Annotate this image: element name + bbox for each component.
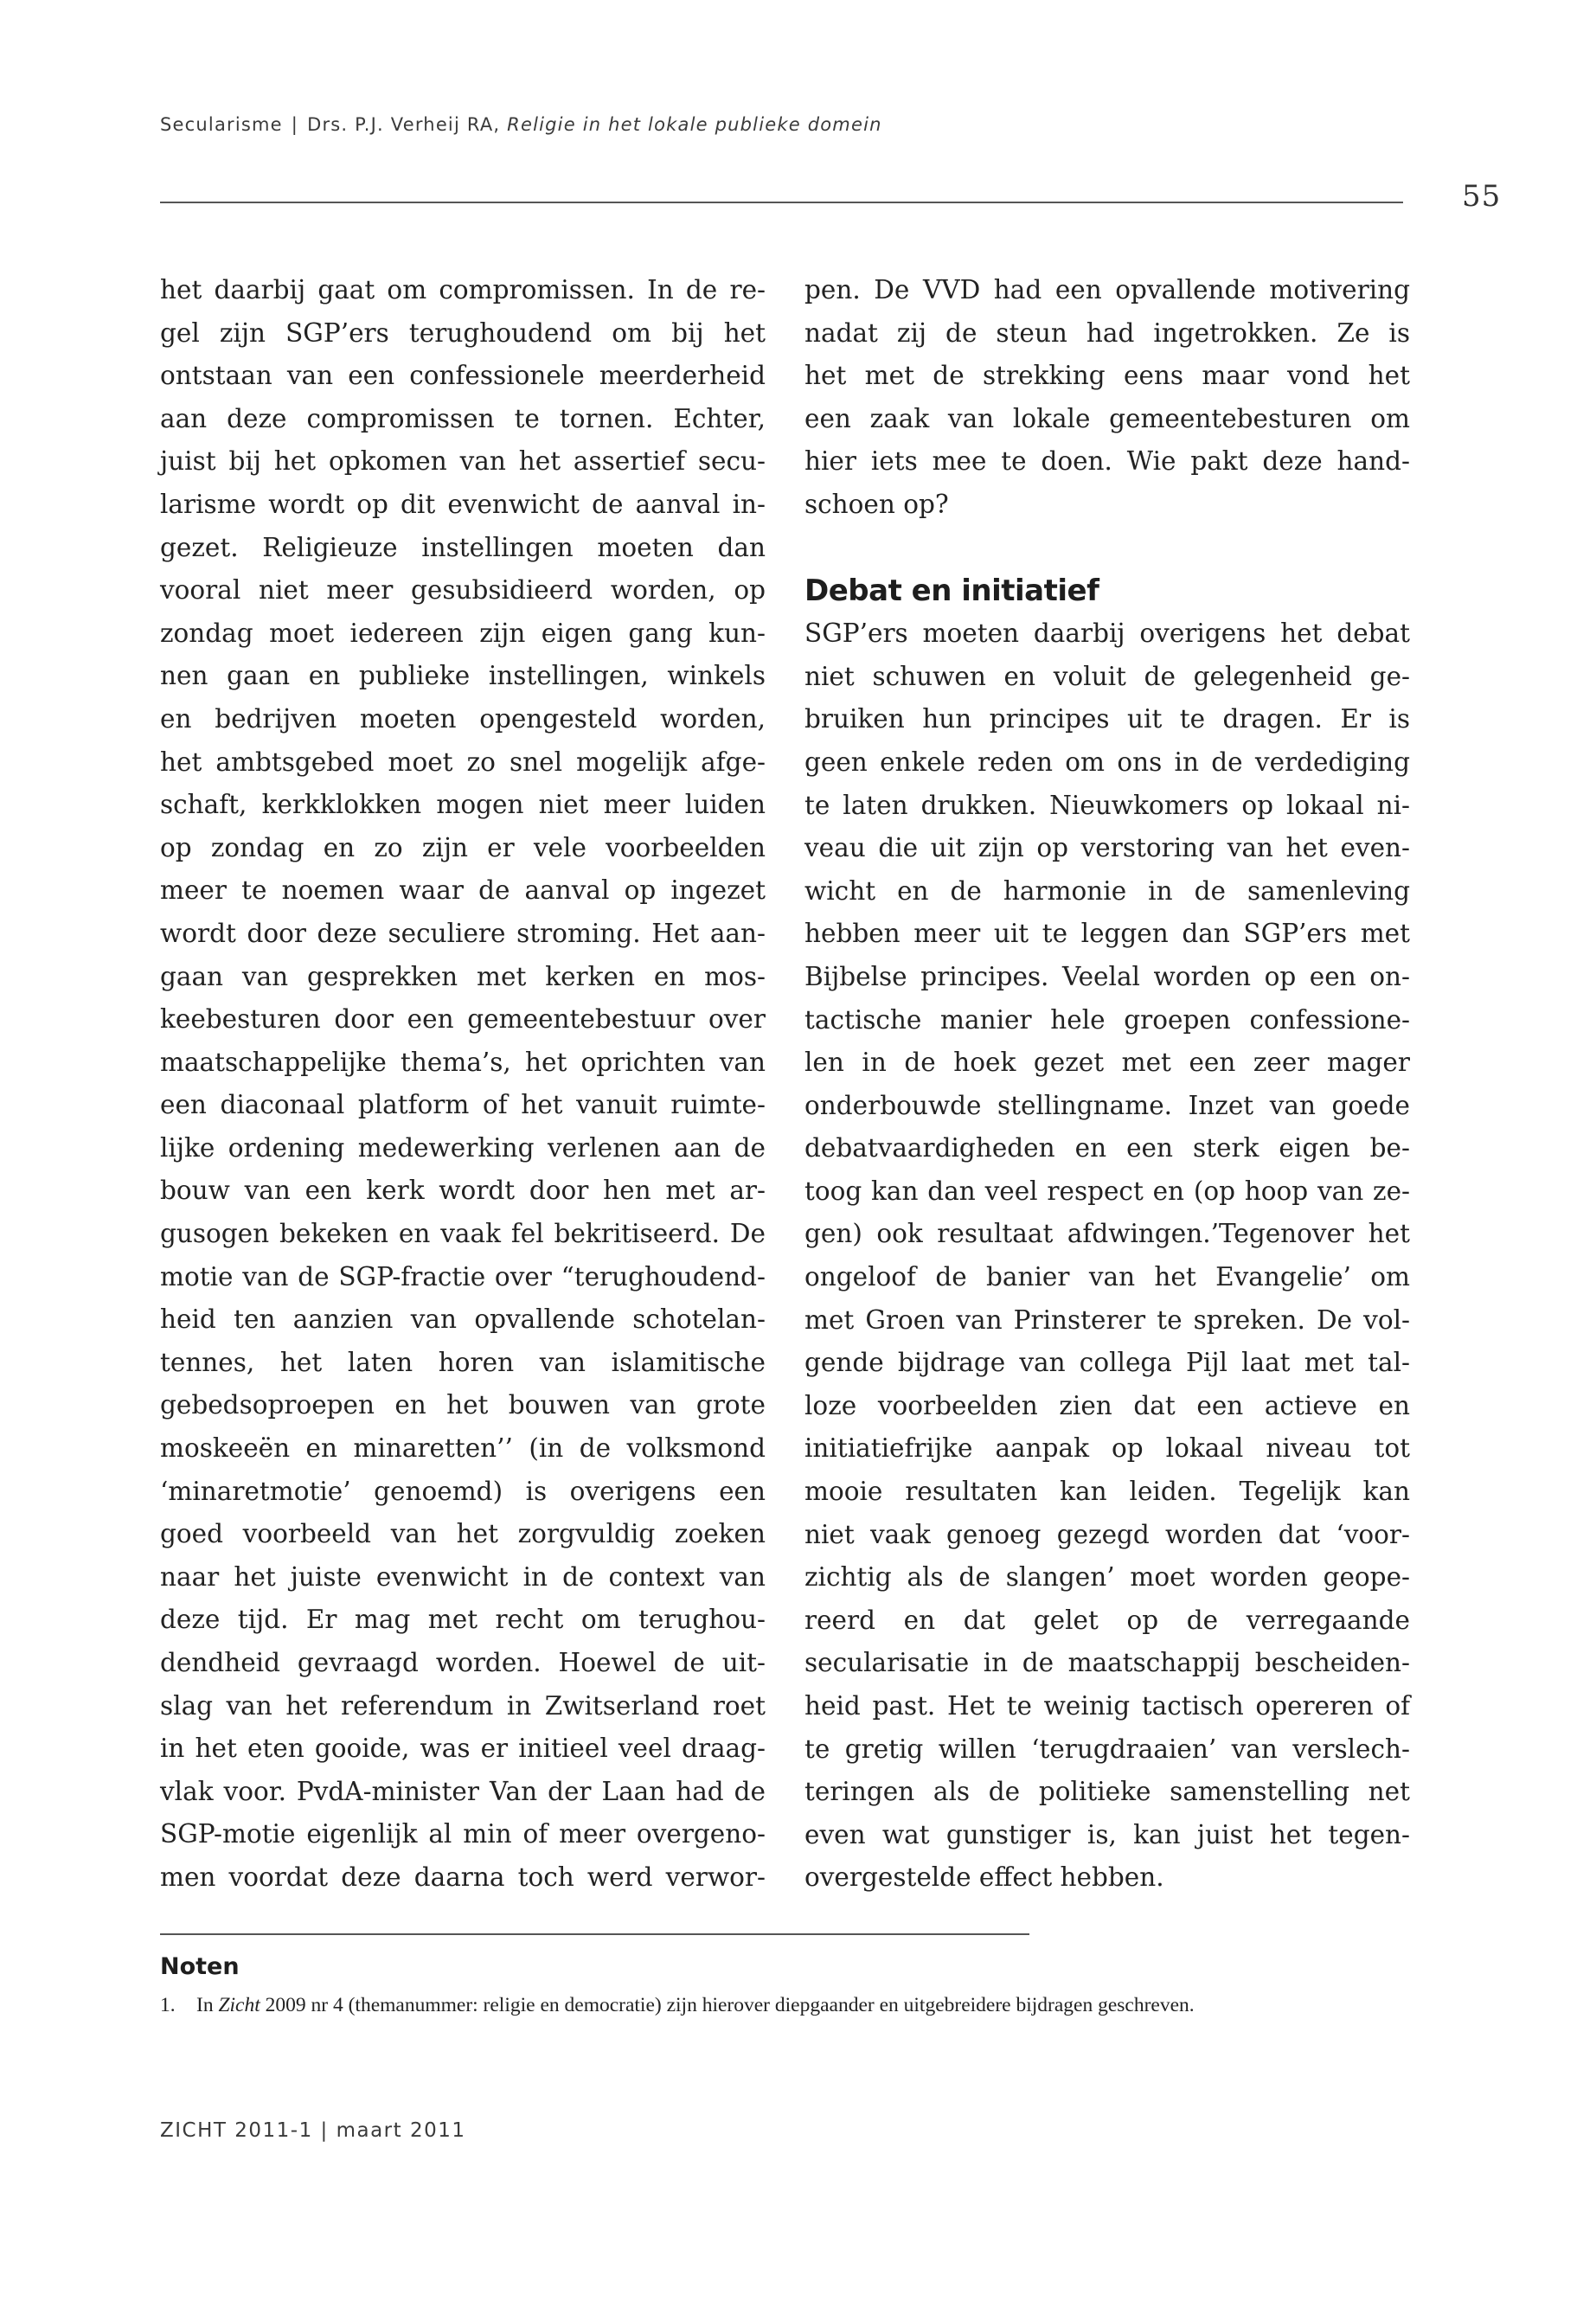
text-line: secularisatie in de maatschappij bescheiden- (804, 1648, 1410, 1678)
text-line: aan deze compromissen te tornen. Echter, (160, 403, 766, 433)
text-line: initiatiefrijke aanpak op lokaal niveau tot (804, 1433, 1410, 1464)
body-column-right (804, 269, 1410, 1900)
notes-title: Noten (160, 1953, 240, 1980)
body-column-left (160, 269, 766, 1900)
text-line: meer te noemen waar de aanval op ingezet (160, 875, 766, 906)
text-line: SGP-motie eigenlijk al min of meer overgeno- (160, 1819, 766, 1849)
text-line: men voordat deze daarna toch werd verwor- (160, 1862, 766, 1892)
text-line: een zaak van lokale gemeentebesturen om (804, 403, 1410, 433)
note-text: 2009 nr 4 (themanummer: religie en democratie) zijn hierover diepgaander en uitgebreidere bijdragen geschreven. (260, 1994, 1195, 2016)
note-number: 1. (160, 1994, 176, 2016)
text-line: debatvaardigheden en een sterk eigen be- (804, 1133, 1410, 1163)
text-line: schaft, kerkklokken mogen niet meer luiden (160, 790, 766, 820)
text-line: teringen als de politieke samenstelling net (804, 1777, 1410, 1807)
text-line: ontstaan van een confessionele meerderheid (160, 361, 766, 391)
text-line: gel zijn SGP’ers terughoudend om bij het (160, 317, 766, 348)
text-line: ‘minaretmotie’ genoemd) is overigens een (160, 1476, 766, 1506)
text-line: maatschappelijke thema’s, het oprichten van (160, 1047, 766, 1077)
text-line: pen. De VVD had een opvallende motivering (804, 275, 1410, 304)
text-line: een diaconaal platform of het vanuit ruimte- (160, 1090, 766, 1120)
text-line: naar het juiste evenwicht in de context van (160, 1561, 766, 1592)
text-line: wicht en de harmonie in de samenleving (804, 875, 1410, 906)
text-line: te laten drukken. Nieuwkomers op lokaal ni- (804, 790, 1410, 820)
note-prefix: In (196, 1994, 219, 2016)
text-line: in het eten gooide, was er initieel veel draag- (160, 1734, 766, 1764)
text-line: onderbouwde stellingname. Inzet van goede (804, 1090, 1410, 1120)
text-line: het ambtsgebed moet zo snel mogelijk afge- (160, 747, 766, 777)
text-line: het daarbij gaat om compromissen. In de re- (160, 275, 766, 304)
text-line: slag van het referendum in Zwitserland roet (160, 1690, 766, 1721)
text-line: zondag moet iedereen zijn eigen gang kun- (160, 618, 766, 648)
text-line: zichtig als de slangen’ moet worden geope- (804, 1562, 1410, 1593)
text-line: niet vaak genoeg gezegd worden dat ‘voor- (804, 1519, 1410, 1549)
text-line: gende bijdrage van collega Pijl laat met tal- (804, 1348, 1410, 1378)
right-column-section-text (804, 612, 1410, 1900)
text-line: gebedsoproepen en het bouwen van grote (160, 1390, 766, 1420)
text-line: en bedrijven moeten opengesteld worden, (160, 703, 766, 734)
text-line: geen enkele reden om ons in de verdediging (804, 747, 1410, 777)
text-line: vooral niet meer gesubsidieerd worden, op (160, 575, 766, 606)
text-line: nen gaan en publieke instellingen, winkels (160, 661, 766, 691)
text-line: reerd en dat gelet op de verregaande (804, 1605, 1410, 1635)
header-article-title: Religie in het lokale publieke domein (507, 114, 882, 135)
text-line: moskeeën en minaretten’’ (in de volksmond (160, 1433, 766, 1464)
text-line: motie van de SGP-fractie over “terughoudend- (160, 1261, 766, 1292)
header-section: Secularisme (160, 114, 283, 135)
page-number: 55 (1462, 179, 1502, 214)
text-line: len in de hoek gezet met een zeer mager (804, 1048, 1410, 1078)
text-line: hebben meer uit te leggen dan SGP’ers met (804, 919, 1410, 949)
running-header (160, 114, 882, 135)
text-line: heid past. Het te weinig tactisch opereren of (804, 1691, 1410, 1721)
note-journal-name: Zicht (218, 1994, 260, 2016)
text-line: met Groen van Prinsterer te spreken. De vol- (804, 1304, 1410, 1335)
text-line: dendheid gevraagd worden. Hoewel de uit- (160, 1648, 766, 1677)
text-line: larisme wordt op dit evenwicht de aanval in- (160, 489, 766, 519)
text-line: loze voorbeelden zien dat een actieve en (804, 1390, 1410, 1420)
text-line: gezet. Religieuze instellingen moeten dan (160, 532, 766, 562)
text-line: heid ten aanzien van opvallende schotelan- (160, 1304, 766, 1335)
text-line: juist bij het opkomen van het assertief secu- (160, 446, 766, 477)
text-line: gaan van gesprekken met kerken en mos- (160, 961, 766, 991)
text-line: gen) ook resultaat afdwingen.’Tegenover het (804, 1219, 1410, 1249)
text-line: tennes, het laten horen van islamitische (160, 1347, 766, 1377)
text-line: deze tijd. Er mag met recht om terughou- (160, 1605, 766, 1635)
text-line: vlak voor. PvdA-minister Van der Laan had de (160, 1776, 766, 1806)
text-line: op zondag en zo zijn er vele voorbeelden (160, 832, 766, 862)
text-line: het met de strekking eens maar vond het (804, 361, 1410, 391)
text-line: veau die uit zijn op verstoring van het even- (804, 833, 1410, 863)
text-line: goed voorbeeld van het zorgvuldig zoeken (160, 1519, 766, 1549)
note-item (160, 1994, 1414, 2017)
section-heading: Debat en initiatief (804, 573, 1099, 608)
text-line: bruiken hun principes uit te dragen. Er is (804, 704, 1410, 734)
text-line: tactische manier hele groepen confessione- (804, 1004, 1410, 1035)
text-line: wordt door deze seculiere stroming. Het aan- (160, 918, 766, 948)
header-author: Drs. P.J. Verheij RA, (307, 114, 501, 135)
text-line: mooie resultaten kan leiden. Tegelijk kan (804, 1477, 1410, 1507)
text-line: bouw van een kerk wordt door hen met ar- (160, 1176, 766, 1206)
text-line: niet schuwen en voluit de gelegenheid ge- (804, 661, 1410, 691)
text-line: hier iets mee te doen. Wie pakt deze hand- (804, 446, 1410, 477)
text-line: overgestelde effect hebben. (804, 1862, 1164, 1893)
text-line: schoen op? (804, 489, 949, 519)
notes-rule (160, 1933, 1029, 1935)
header-separator: | (291, 114, 299, 135)
text-line: Bijbelse principes. Veelal worden op een on- (804, 961, 1410, 991)
text-line: ongeloof de banier van het Evangelie’ om (804, 1262, 1410, 1292)
header-rule (160, 202, 1403, 203)
text-line: gusogen bekeken en vaak fel bekritiseerd. De (160, 1219, 766, 1249)
text-line: te gretig willen ‘terugdraaien’ van verslech- (804, 1734, 1410, 1764)
section-gap (804, 527, 1410, 570)
footer: ZICHT 2011-1 | maart 2011 (160, 2119, 466, 2142)
text-line: nadat zij de steun had ingetrokken. Ze is (804, 317, 1410, 348)
text-line: keebesturen door een gemeentebestuur over (160, 1004, 766, 1035)
text-line: lijke ordening medewerking verlenen aan de (160, 1132, 766, 1163)
right-column-intro (804, 269, 1410, 527)
text-line: toog kan dan veel respect en (op hoop van ze- (804, 1176, 1410, 1206)
text-line: SGP’ers moeten daarbij overigens het debat (804, 619, 1410, 649)
text-line: even wat gunstiger is, kan juist het tegen- (804, 1819, 1410, 1849)
